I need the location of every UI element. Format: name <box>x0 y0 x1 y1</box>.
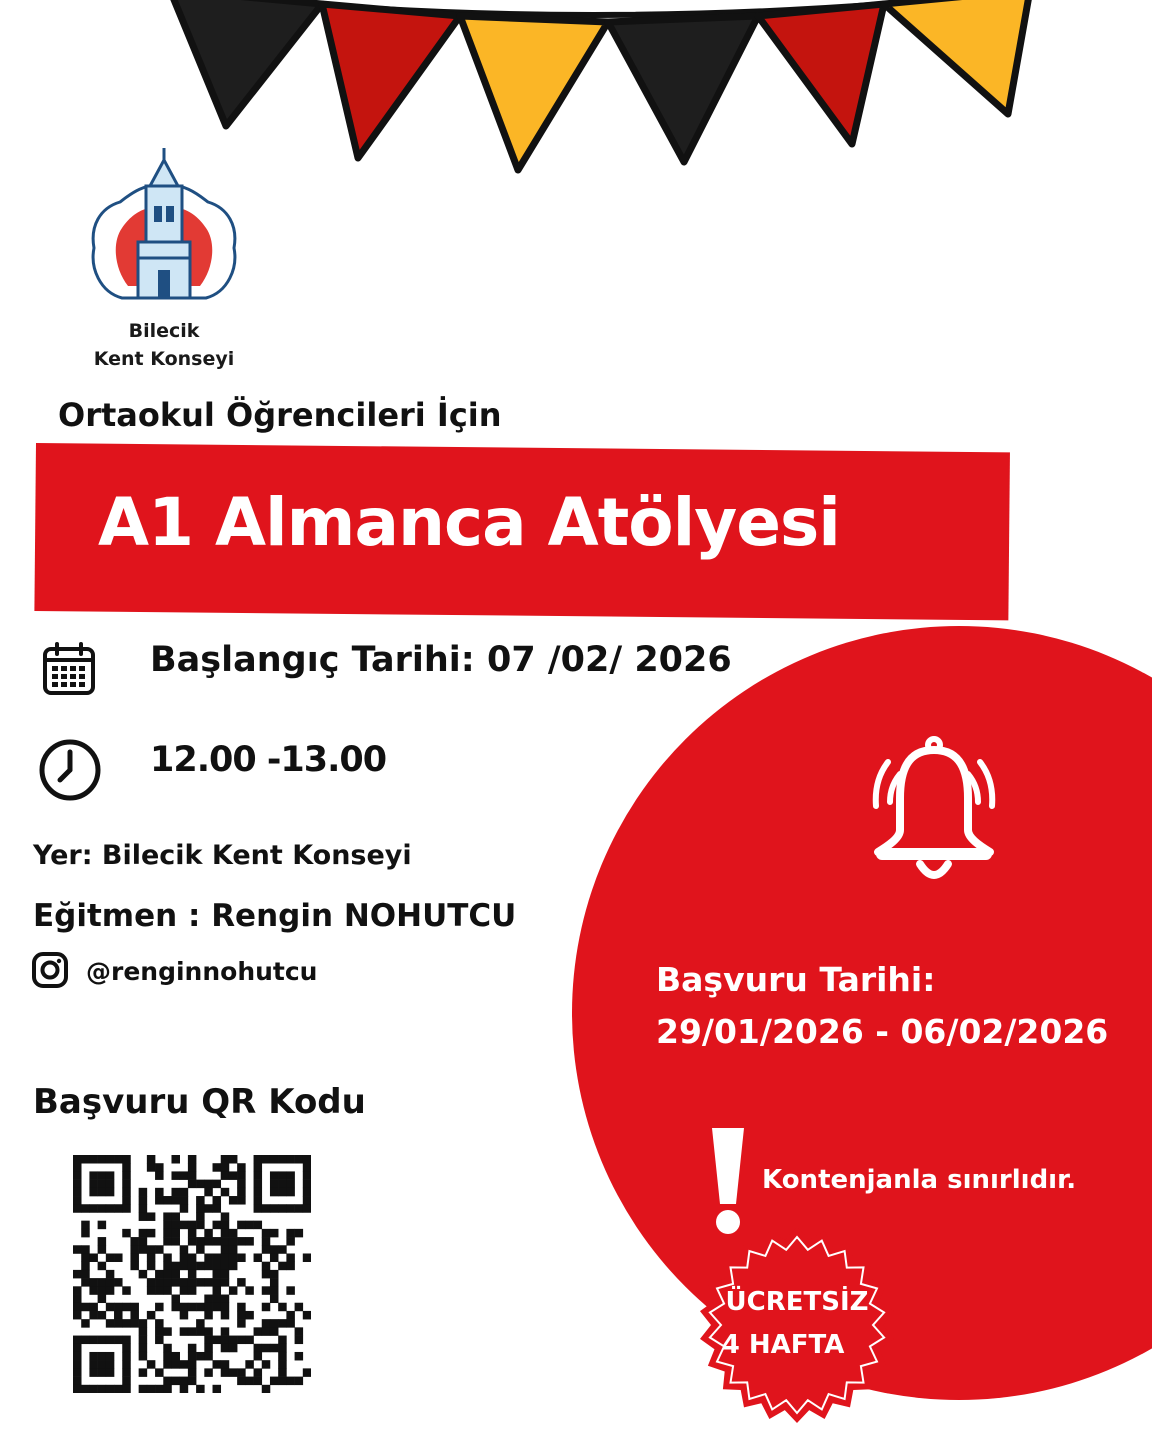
badge-free-text: ÜCRETSİZ <box>725 1287 869 1317</box>
application-dates: 29/01/2026 - 06/02/2026 <box>656 1012 1109 1051</box>
qr-code-icon[interactable] <box>73 1155 311 1393</box>
instagram-icon <box>32 952 68 988</box>
instagram-handle[interactable]: @renginnohutcu <box>86 957 318 986</box>
bell-icon <box>866 734 1002 884</box>
session-time: 12.00 -13.00 <box>150 740 387 780</box>
application-label: Başvuru Tarihi: <box>656 960 936 999</box>
starburst-badge <box>694 1224 900 1426</box>
organization-name-line2: Kent Konseyi <box>93 348 235 370</box>
clock-tower-logo-icon <box>88 146 240 306</box>
start-date: Başlangıç Tarihi: 07 /02/ 2026 <box>150 640 732 680</box>
clock-icon <box>38 738 102 802</box>
audience-subtitle: Ortaokul Öğrencileri İçin <box>58 396 502 434</box>
exclamation-icon <box>706 1126 750 1236</box>
flag-gold-1 <box>460 16 608 170</box>
calendar-icon <box>42 642 96 696</box>
flag-black-2 <box>608 16 758 162</box>
badge-duration-text: 4 HAFTA <box>721 1330 845 1360</box>
flag-red-2 <box>758 4 884 144</box>
qr-heading: Başvuru QR Kodu <box>33 1082 366 1122</box>
page-title: A1 Almanca Atölyesi <box>98 484 840 561</box>
flag-black-1 <box>170 0 322 126</box>
organization-name-line1: Bilecik <box>128 320 200 342</box>
flag-gold-2 <box>884 0 1030 114</box>
flag-red-1 <box>322 4 460 158</box>
trainer-name: Eğitmen : Rengin NOHUTCU <box>33 898 517 934</box>
limited-capacity-note: Kontenjanla sınırlıdır. <box>762 1165 1077 1195</box>
location-text: Yer: Bilecik Kent Konseyi <box>33 840 412 871</box>
